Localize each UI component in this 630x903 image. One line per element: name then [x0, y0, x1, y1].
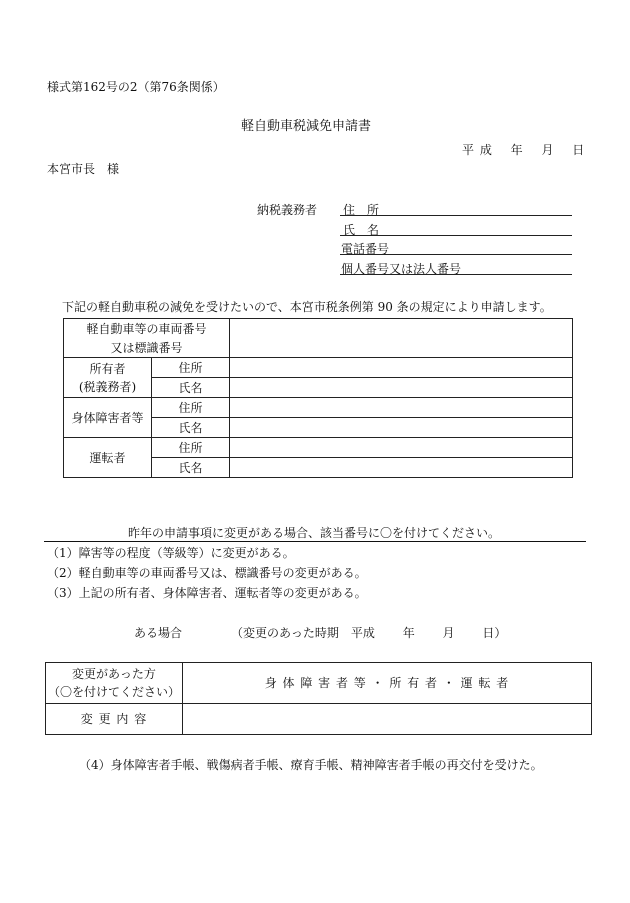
item-4[interactable]: （4）身体障害者手帳、戦傷病者手帳、療育手帳、精神障害者手帳の再交付を受けた。 — [79, 758, 543, 772]
vehicle-number-label-2: 又は標識番号 — [64, 338, 230, 358]
taxpayer-address-line[interactable] — [340, 215, 572, 216]
change-content-field[interactable] — [183, 704, 592, 735]
disabled-name-label: 氏名 — [152, 418, 230, 438]
change-item-2[interactable]: （2）軽自動車等の車両番号又は、標識番号の変更がある。 — [47, 566, 367, 580]
owner-name-field[interactable] — [230, 378, 573, 398]
intro-text: 下記の軽自動車税の減免を受けたいので、本宮市税条例第 90 条の規定により申請します。 — [62, 300, 552, 314]
disabled-address-field[interactable] — [230, 398, 573, 418]
changer-label-1: 変更があった方 — [72, 667, 156, 681]
owner-address-label: 住所 — [152, 358, 230, 378]
driver-name-label: 氏名 — [152, 458, 230, 478]
change-content-label: 変 更 内 容 — [46, 704, 183, 735]
vehicle-number-label-1: 軽自動車等の車両番号 — [64, 319, 230, 339]
case-label: ある場合 — [134, 626, 183, 640]
date-line: 平 成 年 月 日 — [462, 143, 586, 157]
taxpayer-label: 納税義務者 — [257, 203, 318, 217]
form-title: 軽自動車税減免申請書 — [241, 119, 372, 134]
driver-label: 運転者 — [64, 438, 152, 478]
taxpayer-name-line[interactable] — [340, 235, 572, 236]
change-table — [45, 662, 592, 735]
section-separator — [44, 541, 586, 542]
addressee: 本宮市長 様 — [47, 162, 120, 176]
owner-label-2: (税義務者) — [78, 379, 137, 394]
vehicle-number-field[interactable] — [230, 319, 573, 358]
owner-name-label: 氏名 — [152, 378, 230, 398]
changer-label-2: （〇を付けてください） — [47, 685, 180, 699]
driver-name-field[interactable] — [230, 458, 573, 478]
change-item-3[interactable]: （3）上記の所有者、身体障害者、運転者等の変更がある。 — [47, 586, 367, 600]
owner-label — [64, 358, 152, 398]
changer-label — [46, 663, 183, 704]
disabled-address-label: 住所 — [152, 398, 230, 418]
taxpayer-phone-line[interactable] — [340, 254, 572, 255]
taxpayer-phone-label: 電話番号 — [341, 242, 390, 256]
owner-address-field[interactable] — [230, 358, 573, 378]
disabled-name-field[interactable] — [230, 418, 573, 438]
changes-heading: 昨年の申請事項に変更がある場合、該当番号に〇を付けてください。 — [128, 526, 501, 540]
changer-options[interactable]: 身 体 障 害 者 等 ・ 所 有 者 ・ 運 転 者 — [183, 663, 592, 704]
driver-address-field[interactable] — [230, 438, 573, 458]
taxpayer-address-label: 住 所 — [343, 203, 380, 217]
disabled-label: 身体障害者等 — [64, 398, 152, 438]
driver-address-label: 住所 — [152, 438, 230, 458]
vehicle-table — [63, 318, 573, 478]
owner-label-1: 所有者 — [89, 361, 126, 376]
taxpayer-id-label: 個人番号又は法人番号 — [341, 262, 462, 276]
change-period[interactable]: （変更のあった時期 平成 年 月 日） — [231, 626, 507, 640]
taxpayer-name-label: 氏 名 — [343, 223, 380, 237]
change-item-1[interactable]: （1）障害等の程度（等級等）に変更がある。 — [47, 546, 295, 560]
taxpayer-id-line[interactable] — [340, 274, 572, 275]
form-number: 様式第162号の2（第76条関係） — [47, 80, 225, 94]
